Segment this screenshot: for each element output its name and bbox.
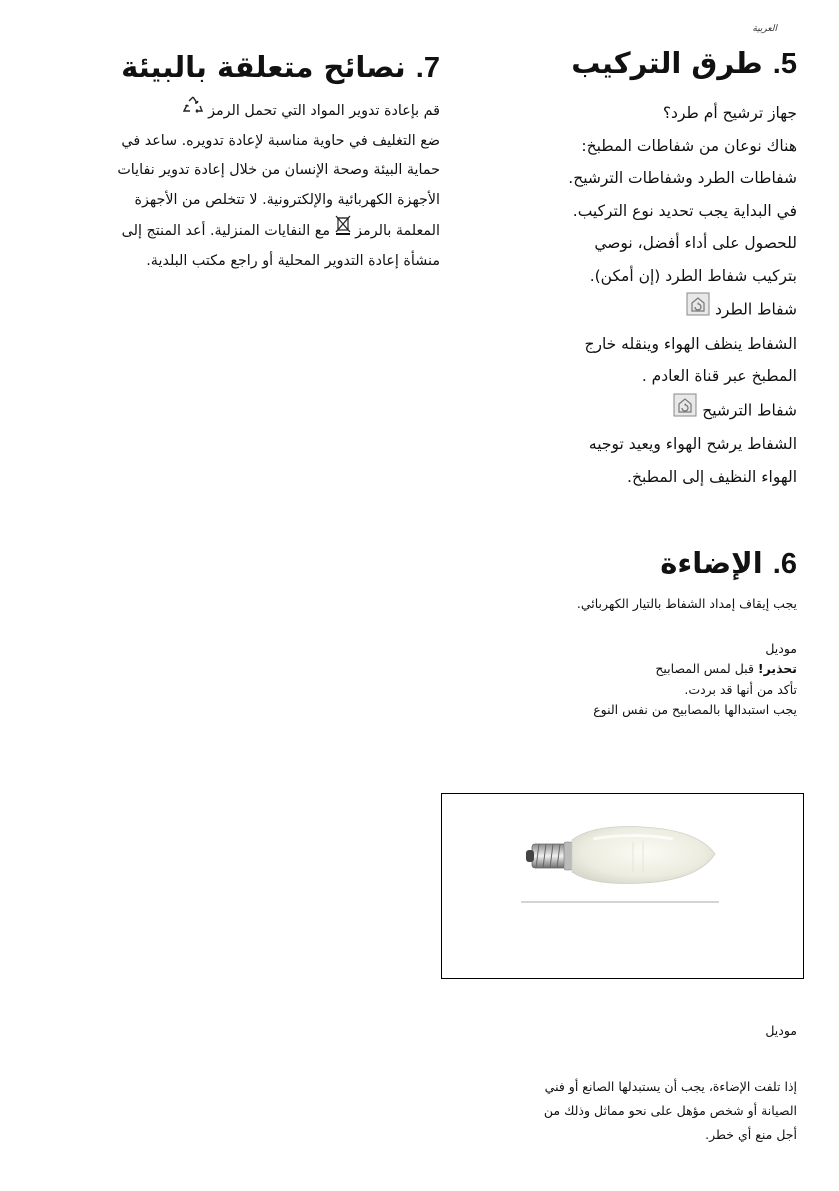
recycle-text: قم بإعادة تدوير المواد التي تحمل الرمز [208,102,440,119]
symbol-text: المعلمة بالرمز [355,222,440,239]
lighting-instructions [357,594,797,721]
note-line: الصيانة أو شخص مؤهل على نحو مماثل وذلك من [543,1103,797,1118]
environment-line: الأجهزة الكهربائية والإلكترونية. لا تتخلص من الأجهزة [134,191,440,208]
recirculation-hood-label [497,393,797,429]
extraction-mode-icon [686,292,710,328]
install-line: شفاطات الطرد وشفاطات الترشيح. [568,169,797,187]
environment-section [40,44,440,276]
household-waste-text: مع النفايات المنزلية. أعد المنتج إلى [121,222,331,239]
environment-heading [40,44,440,91]
recirculation-mode-icon [673,393,697,429]
install-line: هناك نوعان من شفاطات المطبخ: [581,136,797,155]
damaged-light-note [467,1075,797,1147]
install-line: للحصول على أداء أفضل، نوصي [594,234,797,252]
lighting-heading [660,540,797,587]
section-number: 7. [415,52,440,84]
environment-line: منشأة إعادة التدوير المحلية أو راجع مكتب البلدية. [146,252,440,269]
install-line: الهواء النظيف إلى المطبخ. [627,467,797,486]
install-line: جهاز ترشيح أم طرد؟ [662,104,797,122]
section-number: 5. [772,48,797,80]
install-line: في البداية يجب تحديد نوع التركيب. [572,201,797,220]
section-number: 6. [772,548,797,580]
note-line: إذا تلفت الإضاءة، يجب أن يستبدلها الصانع أو فني [544,1079,797,1094]
environment-line: ضع التغليف في حاوية مناسبة لإعادة تدويره. ساعد في [121,132,440,149]
installation-heading [497,40,797,87]
candle-bulb-illustration [443,794,803,977]
recirculation-hood-text: شفاط الترشيح [702,400,797,419]
language-tag: ﺍﻟﻌﺮﺑﻴﺔ [752,24,777,34]
environment-line [40,95,440,127]
power-off-text: يجب إيقاف إمداد الشفاط بالتيار الكهربائي. [576,596,797,611]
install-line: الشفاط ينظف الهواء وينقله خارج [584,334,797,353]
extraction-hood-label [497,292,797,328]
model-label-2: موديل [765,1023,797,1038]
section-title: الإضاءة [660,546,763,580]
installation-section [497,40,797,493]
bulb-image [441,793,804,979]
warning-text: قبل لمس المصابيح [655,661,754,676]
replace-same-text: يجب استبدالها بالمصابيح من نفس النوع [593,702,797,717]
section-title: نصائح متعلقة بالبيئة [121,50,406,84]
note-line: أجل منع أي خطر. [705,1127,797,1142]
environment-line [40,215,440,247]
section-title: طرق التركيب [571,46,763,80]
install-line: الشفاط يرشح الهواء ويعيد توجيه [588,435,797,453]
weee-bin-icon [335,215,351,247]
ensure-cool-text: تأكد من أنها قد بردت. [684,681,797,697]
install-line: بتركيب شفاط الطرد (إن أمكن). [589,266,797,285]
extraction-hood-text: شفاط الطرد [714,300,797,319]
recycle-icon [182,95,204,127]
model-label: موديل [765,640,797,656]
warning-line [357,659,797,680]
warning-label: تحذير! [757,661,797,676]
lighting-heading-wrap [660,540,797,587]
environment-line: حماية البيئة وصحة الإنسان من خلال إعادة تدوير نفايات [117,162,440,178]
install-line: المطبخ عبر قناة العادم . [641,367,797,385]
